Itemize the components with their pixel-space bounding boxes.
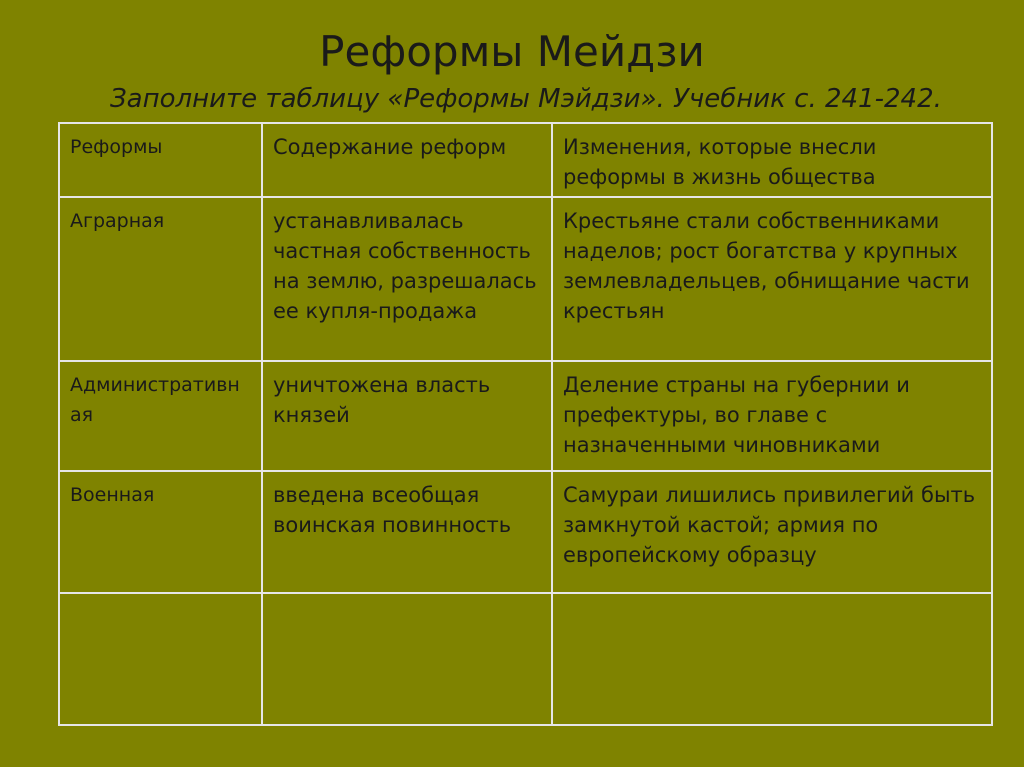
reform-name-text: Административная (70, 374, 240, 426)
slide-title: Реформы Мейдзи (319, 27, 705, 76)
slide-subtitle: Заполните таблицу «Реформы Мэйдзи». Учебник с. 241-242. (110, 84, 942, 114)
reforms-table (58, 122, 993, 726)
reform-changes-cell: Самураи лишились привилегий быть замкнутой кастой; армия по европейскому образцу (552, 471, 992, 593)
table-row (59, 471, 992, 593)
reform-name-cell (59, 593, 262, 725)
reform-content-cell (262, 593, 552, 725)
reform-name-cell (59, 361, 262, 471)
table-row (59, 361, 992, 471)
reform-name-cell: Аграрная (59, 197, 262, 361)
reform-content-cell: устанавливалась частная собственность на землю, разрешалась ее купля-продажа (262, 197, 552, 361)
table-row-empty (59, 593, 992, 725)
reform-content-cell: уничтожена власть князей (262, 361, 552, 471)
reform-changes-cell (552, 593, 992, 725)
header-cell-reforms: Реформы (59, 123, 262, 197)
table-row (59, 197, 992, 361)
reform-name-cell: Военная (59, 471, 262, 593)
table-header-row (59, 123, 992, 197)
reform-content-cell: введена всеобщая воинская повинность (262, 471, 552, 593)
header-cell-changes: Изменения, которые внесли реформы в жизнь общества (552, 123, 992, 197)
reform-changes-cell: Крестьяне стали собственниками наделов; рост богатства у крупных землевладельцев, обнищание части крестьян (552, 197, 992, 361)
header-cell-content: Содержание реформ (262, 123, 552, 197)
reform-changes-cell: Деление страны на губернии и префектуры, во главе с назначенными чиновниками (552, 361, 992, 471)
